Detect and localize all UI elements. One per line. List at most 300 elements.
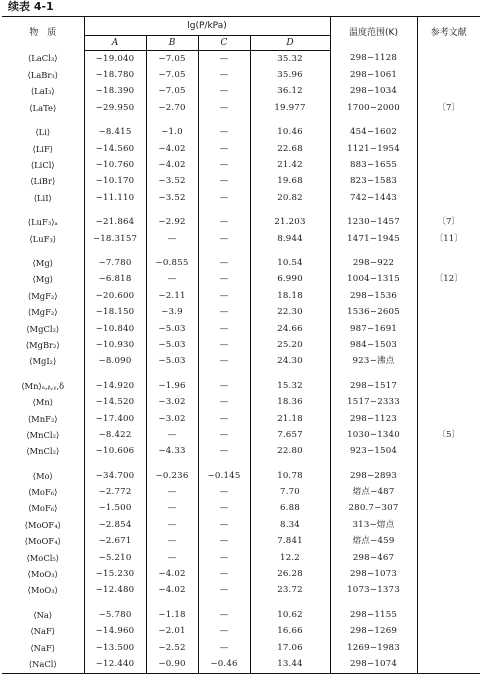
cell-coef-b: −2.01 xyxy=(146,624,198,640)
spacer-cell xyxy=(417,460,480,468)
header-substance: 物 质 xyxy=(2,17,84,51)
cell-coef-a: −14.920 xyxy=(84,378,146,394)
spacer-cell xyxy=(198,599,250,607)
cell-coef-d: 15.32 xyxy=(250,378,330,394)
cell-reference xyxy=(417,607,480,623)
cell-coef-c: — xyxy=(198,141,250,157)
cell-coef-b: −4.02 xyxy=(146,566,198,582)
cell-substance: ⟨LuF₃⟩ xyxy=(2,231,84,247)
cell-coef-d: 7.657 xyxy=(250,427,330,443)
cell-temperature-range: 298−1155 xyxy=(330,607,417,623)
cell-coef-c: — xyxy=(198,607,250,623)
spacer-cell xyxy=(198,460,250,468)
cell-substance: ⟨NaCl⟩ xyxy=(2,656,84,673)
cell-coef-a: −6.818 xyxy=(84,272,146,288)
cell-coef-a: −14.560 xyxy=(84,141,146,157)
group-spacer-row xyxy=(2,247,480,255)
table-row xyxy=(2,427,480,443)
cell-coef-a: −1.500 xyxy=(84,501,146,517)
cell-temperature-range: 298−922 xyxy=(330,255,417,271)
cell-substance: ⟨LaI₃⟩ xyxy=(2,84,84,100)
cell-coef-c: — xyxy=(198,304,250,320)
cell-coef-b: −0.90 xyxy=(146,656,198,673)
table-row xyxy=(2,67,480,83)
table-row xyxy=(2,517,480,533)
spacer-cell xyxy=(84,460,146,468)
cell-reference xyxy=(417,125,480,141)
cell-coef-d: 12.2 xyxy=(250,550,330,566)
cell-substance: ⟨LiCl⟩ xyxy=(2,157,84,173)
table-row xyxy=(2,288,480,304)
cell-coef-d: 24.30 xyxy=(250,354,330,370)
cell-temperature-range: 298−1517 xyxy=(330,378,417,394)
cell-temperature-range: 984−1503 xyxy=(330,337,417,353)
cell-coef-a: −34.700 xyxy=(84,468,146,484)
header-reference: 参考文献 xyxy=(417,17,480,51)
cell-reference xyxy=(417,624,480,640)
cell-coef-d: 22.68 xyxy=(250,141,330,157)
spacer-cell xyxy=(2,599,84,607)
table-body xyxy=(2,51,480,674)
cell-coef-b: −2.52 xyxy=(146,640,198,656)
cell-substance: ⟨NaF⟩ xyxy=(2,624,84,640)
cell-coef-b: −5.03 xyxy=(146,354,198,370)
cell-temperature-range: 987−1691 xyxy=(330,321,417,337)
cell-coef-b: −0.855 xyxy=(146,255,198,271)
cell-temperature-range: 298−2893 xyxy=(330,468,417,484)
cell-substance: ⟨LaCl₃⟩ xyxy=(2,51,84,68)
cell-coef-b: −7.05 xyxy=(146,51,198,68)
group-spacer-row xyxy=(2,599,480,607)
cell-coef-c: — xyxy=(198,157,250,173)
cell-substance: ⟨LaTe⟩ xyxy=(2,100,84,116)
cell-coef-c: — xyxy=(198,51,250,68)
cell-temperature-range: 280.7−307 xyxy=(330,501,417,517)
cell-coef-c: — xyxy=(198,640,250,656)
cell-reference xyxy=(417,174,480,190)
cell-coef-a: −10.930 xyxy=(84,337,146,353)
cell-coef-b: −3.9 xyxy=(146,304,198,320)
cell-coef-b: −3.52 xyxy=(146,174,198,190)
cell-coef-a: −18.780 xyxy=(84,67,146,83)
spacer-cell xyxy=(84,247,146,255)
table-row xyxy=(2,141,480,157)
spacer-cell xyxy=(330,599,417,607)
spacer-cell xyxy=(84,207,146,215)
cell-coef-b: −4.33 xyxy=(146,444,198,460)
cell-substance: ⟨MgF₂⟩ xyxy=(2,288,84,304)
cell-reference xyxy=(417,51,480,68)
cell-coef-c: — xyxy=(198,484,250,500)
cell-coef-d: 36.12 xyxy=(250,84,330,100)
cell-coef-c: — xyxy=(198,624,250,640)
cell-substance: ⟨MoF₆⟩ xyxy=(2,484,84,500)
cell-coef-b: — xyxy=(146,427,198,443)
cell-substance: ⟨LiI⟩ xyxy=(2,190,84,206)
cell-reference xyxy=(417,84,480,100)
group-spacer-row xyxy=(2,207,480,215)
cell-reference xyxy=(417,141,480,157)
spacer-cell xyxy=(250,207,330,215)
cell-coef-a: −15.230 xyxy=(84,566,146,582)
cell-substance: ⟨MgBr₂⟩ xyxy=(2,337,84,353)
cell-substance: ⟨Li⟩ xyxy=(2,125,84,141)
table-row xyxy=(2,550,480,566)
cell-reference xyxy=(417,337,480,353)
header-coef-d: D xyxy=(250,36,330,51)
cell-coef-a: −18.150 xyxy=(84,304,146,320)
cell-coef-d: 19.977 xyxy=(250,100,330,116)
cell-coef-a: −8.422 xyxy=(84,427,146,443)
cell-coef-c: — xyxy=(198,566,250,582)
cell-coef-c: — xyxy=(198,125,250,141)
cell-coef-b: −5.03 xyxy=(146,337,198,353)
cell-substance: ⟨MgF₂⟩ xyxy=(2,304,84,320)
cell-coef-d: 10.46 xyxy=(250,125,330,141)
cell-substance: ⟨LiF⟩ xyxy=(2,141,84,157)
cell-coef-d: 21.203 xyxy=(250,215,330,231)
table-row xyxy=(2,583,480,599)
cell-coef-d: 21.42 xyxy=(250,157,330,173)
cell-coef-d: 21.18 xyxy=(250,411,330,427)
spacer-cell xyxy=(250,599,330,607)
table-row xyxy=(2,394,480,410)
cell-temperature-range: 742−1443 xyxy=(330,190,417,206)
cell-reference xyxy=(417,157,480,173)
header-coef-c: C xyxy=(198,36,250,51)
cell-coef-b: −4.02 xyxy=(146,141,198,157)
cell-temperature-range: 1030−1340 xyxy=(330,427,417,443)
cell-coef-b: −2.11 xyxy=(146,288,198,304)
cell-reference xyxy=(417,501,480,517)
table-row xyxy=(2,501,480,517)
spacer-cell xyxy=(250,460,330,468)
cell-substance: ⟨Mn⟩ₐ,ᵦ,ᵧ,δ xyxy=(2,378,84,394)
cell-coef-b: −1.96 xyxy=(146,378,198,394)
table-row xyxy=(2,337,480,353)
cell-coef-c: — xyxy=(198,501,250,517)
cell-temperature-range: 298−1061 xyxy=(330,67,417,83)
cell-substance: ⟨LuF₃⟩ₐ xyxy=(2,215,84,231)
cell-coef-a: −29.950 xyxy=(84,100,146,116)
cell-coef-c: — xyxy=(198,427,250,443)
cell-coef-d: 22.30 xyxy=(250,304,330,320)
table-row xyxy=(2,215,480,231)
cell-coef-c: — xyxy=(198,394,250,410)
cell-temperature-range: 1700−2000 xyxy=(330,100,417,116)
spacer-cell xyxy=(146,207,198,215)
cell-reference xyxy=(417,517,480,533)
cell-substance: ⟨LiBr⟩ xyxy=(2,174,84,190)
cell-substance: ⟨MoCl₅⟩ xyxy=(2,550,84,566)
cell-coef-d: 17.06 xyxy=(250,640,330,656)
cell-coef-a: −8.415 xyxy=(84,125,146,141)
cell-coef-c: — xyxy=(198,378,250,394)
cell-coef-a: −14.520 xyxy=(84,394,146,410)
spacer-cell xyxy=(330,370,417,378)
cell-coef-b: −1.18 xyxy=(146,607,198,623)
cell-reference xyxy=(417,444,480,460)
table-row xyxy=(2,484,480,500)
cell-coef-a: −20.600 xyxy=(84,288,146,304)
cell-coef-c: — xyxy=(198,411,250,427)
cell-temperature-range: 298−467 xyxy=(330,550,417,566)
cell-reference: 〔7〕 xyxy=(437,102,461,113)
table-row xyxy=(2,378,480,394)
table-row xyxy=(2,624,480,640)
cell-reference xyxy=(417,411,480,427)
cell-coef-c: — xyxy=(198,321,250,337)
spacer-cell xyxy=(2,247,84,255)
cell-reference xyxy=(417,67,480,83)
spacer-cell xyxy=(84,370,146,378)
spacer-cell xyxy=(250,117,330,125)
cell-coef-b: — xyxy=(146,517,198,533)
cell-coef-c: — xyxy=(198,215,250,231)
cell-reference xyxy=(417,656,480,673)
table-row xyxy=(2,51,480,68)
cell-coef-d: 20.82 xyxy=(250,190,330,206)
cell-reference: 〔12〕 xyxy=(434,274,463,285)
cell-reference xyxy=(417,304,480,320)
cell-substance: ⟨Na⟩ xyxy=(2,607,84,623)
spacer-cell xyxy=(330,117,417,125)
spacer-cell xyxy=(146,599,198,607)
spacer-cell xyxy=(2,207,84,215)
spacer-cell xyxy=(2,117,84,125)
cell-coef-a: −10.606 xyxy=(84,444,146,460)
cell-coef-b: −1.0 xyxy=(146,125,198,141)
cell-coef-c: — xyxy=(198,583,250,599)
cell-coef-d: 26.28 xyxy=(250,566,330,582)
cell-coef-c: — xyxy=(198,255,250,271)
cell-coef-a: −2.772 xyxy=(84,484,146,500)
cell-substance: ⟨NaF⟩ xyxy=(2,640,84,656)
cell-coef-a: −2.854 xyxy=(84,517,146,533)
table-row xyxy=(2,444,480,460)
cell-substance: ⟨MoF₆⟩ xyxy=(2,501,84,517)
cell-temperature-range: 1536−2605 xyxy=(330,304,417,320)
cell-coef-c: — xyxy=(198,337,250,353)
cell-substance: ⟨MnCl₂⟩ xyxy=(2,427,84,443)
cell-temperature-range: 298−1073 xyxy=(330,566,417,582)
spacer-cell xyxy=(330,207,417,215)
cell-coef-d: 22.80 xyxy=(250,444,330,460)
cell-temperature-range: 1004−1315 xyxy=(330,272,417,288)
cell-coef-d: 35.96 xyxy=(250,67,330,83)
cell-coef-c: −0.145 xyxy=(198,468,250,484)
cell-substance: ⟨Mg⟩ xyxy=(2,255,84,271)
cell-coef-d: 7.841 xyxy=(250,534,330,550)
cell-temperature-range: 298−1128 xyxy=(330,51,417,68)
cell-temperature-range: 823−1583 xyxy=(330,174,417,190)
header-lgp-group: lg(P/kPa) xyxy=(84,17,330,36)
spacer-cell xyxy=(198,207,250,215)
cell-coef-a: −19.040 xyxy=(84,51,146,68)
cell-reference xyxy=(417,255,480,271)
cell-reference xyxy=(417,354,480,370)
spacer-cell xyxy=(198,247,250,255)
cell-reference xyxy=(417,583,480,599)
cell-coef-b: −4.02 xyxy=(146,157,198,173)
cell-reference xyxy=(417,321,480,337)
cell-temperature-range: 熔点−459 xyxy=(330,534,417,550)
cell-coef-a: −12.440 xyxy=(84,656,146,673)
spacer-cell xyxy=(417,117,480,125)
cell-temperature-range: 883−1655 xyxy=(330,157,417,173)
cell-reference xyxy=(417,534,480,550)
cell-reference xyxy=(417,288,480,304)
cell-coef-b: −3.52 xyxy=(146,190,198,206)
spacer-cell xyxy=(417,599,480,607)
cell-reference xyxy=(417,378,480,394)
cell-reference: 〔5〕 xyxy=(437,429,461,440)
cell-coef-d: 10.62 xyxy=(250,607,330,623)
cell-substance: ⟨MoOF₄⟩ xyxy=(2,534,84,550)
header-temperature-range: 温度范围(K) xyxy=(330,17,417,51)
cell-coef-d: 6.990 xyxy=(250,272,330,288)
cell-temperature-range: 298−1123 xyxy=(330,411,417,427)
cell-temperature-range: 923−沸点 xyxy=(330,354,417,370)
spacer-cell xyxy=(146,370,198,378)
cell-coef-b: — xyxy=(146,534,198,550)
cell-coef-d: 8.944 xyxy=(250,231,330,247)
spacer-cell xyxy=(417,207,480,215)
cell-coef-d: 16.66 xyxy=(250,624,330,640)
cell-temperature-range: 313−熔点 xyxy=(330,517,417,533)
table-row xyxy=(2,174,480,190)
cell-reference xyxy=(417,566,480,582)
cell-temperature-range: 923−1504 xyxy=(330,444,417,460)
cell-coef-b: — xyxy=(146,272,198,288)
spacer-cell xyxy=(250,247,330,255)
cell-coef-b: — xyxy=(146,484,198,500)
cell-coef-d: 18.36 xyxy=(250,394,330,410)
cell-reference: 〔11〕 xyxy=(434,233,463,244)
cell-coef-c: — xyxy=(198,100,250,116)
table-row xyxy=(2,84,480,100)
cell-coef-d: 24.66 xyxy=(250,321,330,337)
cell-substance: ⟨Mg⟩ xyxy=(2,272,84,288)
cell-coef-b: −0.236 xyxy=(146,468,198,484)
cell-coef-d: 8.34 xyxy=(250,517,330,533)
cell-temperature-range: 1073−1373 xyxy=(330,583,417,599)
cell-temperature-range: 298−1536 xyxy=(330,288,417,304)
table-row xyxy=(2,566,480,582)
cell-coef-a: −18.390 xyxy=(84,84,146,100)
spacer-cell xyxy=(2,370,84,378)
cell-substance: ⟨MgCl₂⟩ xyxy=(2,321,84,337)
cell-temperature-range: 1471−1945 xyxy=(330,231,417,247)
cell-coef-d: 23.72 xyxy=(250,583,330,599)
table-row xyxy=(2,607,480,623)
table-row xyxy=(2,100,480,116)
vapor-pressure-table xyxy=(2,16,480,674)
cell-reference xyxy=(417,484,480,500)
table-row xyxy=(2,656,480,673)
table-row xyxy=(2,354,480,370)
cell-substance: ⟨Mo⟩ xyxy=(2,468,84,484)
spacer-cell xyxy=(330,247,417,255)
cell-coef-d: 13.44 xyxy=(250,656,330,673)
cell-coef-b: −3.02 xyxy=(146,411,198,427)
cell-coef-d: 25.20 xyxy=(250,337,330,353)
cell-coef-a: −10.760 xyxy=(84,157,146,173)
cell-coef-c: — xyxy=(198,272,250,288)
cell-coef-b: −7.05 xyxy=(146,84,198,100)
cell-reference xyxy=(417,550,480,566)
spacer-cell xyxy=(417,370,480,378)
cell-reference: 〔7〕 xyxy=(437,217,461,228)
table-row xyxy=(2,125,480,141)
cell-coef-a: −21.864 xyxy=(84,215,146,231)
spacer-cell xyxy=(84,117,146,125)
cell-temperature-range: 1517−2333 xyxy=(330,394,417,410)
cell-coef-b: — xyxy=(146,231,198,247)
cell-temperature-range: 298−1034 xyxy=(330,84,417,100)
cell-coef-d: 6.88 xyxy=(250,501,330,517)
cell-coef-b: −2.92 xyxy=(146,215,198,231)
cell-coef-b: −4.02 xyxy=(146,583,198,599)
cell-temperature-range: 298−1074 xyxy=(330,656,417,673)
cell-coef-d: 7.70 xyxy=(250,484,330,500)
cell-reference xyxy=(417,190,480,206)
table-row xyxy=(2,255,480,271)
spacer-cell xyxy=(146,247,198,255)
spacer-cell xyxy=(146,460,198,468)
cell-temperature-range: 熔点−487 xyxy=(330,484,417,500)
cell-coef-b: — xyxy=(146,550,198,566)
cell-coef-a: −7.780 xyxy=(84,255,146,271)
cell-coef-d: 19.68 xyxy=(250,174,330,190)
header-coef-a: A xyxy=(84,36,146,51)
cell-substance: ⟨MnF₂⟩ xyxy=(2,411,84,427)
table-row xyxy=(2,411,480,427)
cell-coef-c: — xyxy=(198,534,250,550)
cell-coef-c: −0.46 xyxy=(198,656,250,673)
cell-coef-a: −5.780 xyxy=(84,607,146,623)
cell-temperature-range: 1230−1457 xyxy=(330,215,417,231)
cell-coef-c: — xyxy=(198,231,250,247)
table-row xyxy=(2,534,480,550)
cell-coef-d: 10.78 xyxy=(250,468,330,484)
spacer-cell xyxy=(146,117,198,125)
cell-reference xyxy=(417,640,480,656)
cell-temperature-range: 1269−1983 xyxy=(330,640,417,656)
cell-coef-c: — xyxy=(198,190,250,206)
table-row xyxy=(2,190,480,206)
cell-substance: ⟨MoO₃⟩ xyxy=(2,583,84,599)
cell-coef-c: — xyxy=(198,288,250,304)
cell-coef-c: — xyxy=(198,550,250,566)
cell-coef-b: −3.02 xyxy=(146,394,198,410)
cell-coef-a: −14.960 xyxy=(84,624,146,640)
table-row xyxy=(2,272,480,288)
group-spacer-row xyxy=(2,117,480,125)
cell-coef-d: 35.32 xyxy=(250,51,330,68)
cell-coef-a: −2.671 xyxy=(84,534,146,550)
cell-substance: ⟨MoOF₄⟩ xyxy=(2,517,84,533)
table-row xyxy=(2,304,480,320)
cell-coef-a: −10.170 xyxy=(84,174,146,190)
spacer-cell xyxy=(330,460,417,468)
spacer-cell xyxy=(84,599,146,607)
group-spacer-row xyxy=(2,370,480,378)
cell-coef-b: −5.03 xyxy=(146,321,198,337)
cell-reference xyxy=(417,394,480,410)
cell-substance: ⟨MoO₃⟩ xyxy=(2,566,84,582)
cell-temperature-range: 454−1602 xyxy=(330,125,417,141)
